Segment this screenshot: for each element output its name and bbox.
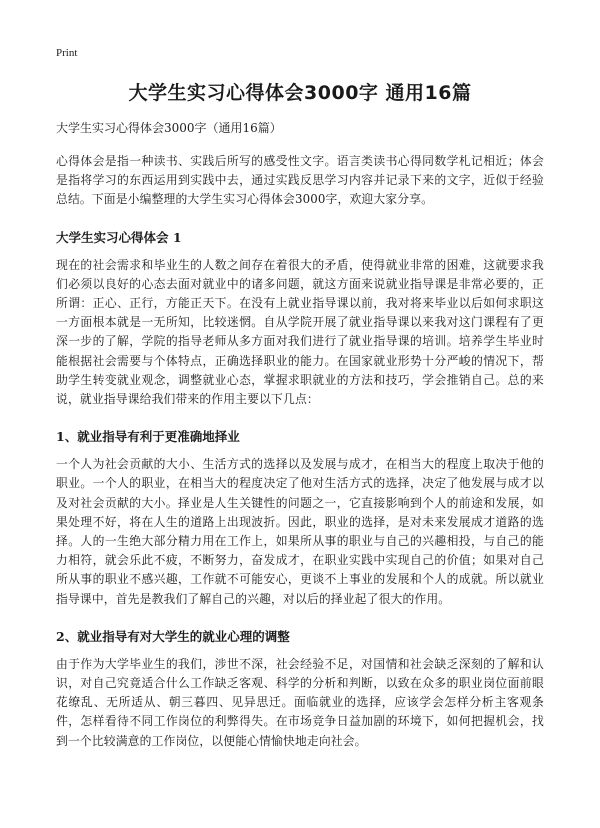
section-body-2: 一个人为社会贡献的大小、生活方式的选择以及发展与成才，在相当大的程度上取决于他的职业。一个人的职业，在相当大的程度决定了他对生活方式的选择，决定了他发展与成才以及对社会贡献的大小。择业是人生关键性的问题之一，它直接影响到个人的前途和发展，如果处理不好，将在人生的道路上出现波折。因此，职业的选择，是对未来发展成才道路的选择。人的一生绝大部分精力用在工作上，如果所从事的职业与自己的兴趣相投，与自己的能力相符，就会乐此不疲，不断努力，奋发成才，在职业实践中实现自己的价值；如果对自己所从事的职业不感兴趣，工作就不可能安心，更谈不上事业的发展和个人的成就。所以就业指导课中，首先是教我们了解自己的兴趣，对以后的择业起了很大的作用。	[56, 457, 544, 606]
section-heading-1: 大学生实习心得体会 1	[56, 229, 182, 245]
document-title: 大学生实习心得体会3000字 通用16篇	[128, 82, 472, 104]
section-body-3: 由于作为大学毕业生的我们，涉世不深，社会经验不足，对国情和社会缺乏深刻的了解和认识，对自己究竟适合什么工作缺乏客观、科学的分析和判断，以致在众多的职业岗位面前眼花缭乱、无所适从、朝三暮四、见异思迁。面临就业的选择，应该学会怎样分析主客观条件，怎样看待不同工作岗位的利弊得失。在市场竞争日益加剧的环境下，如何把握机会，找到一个比较满意的工作岗位，以便能心情愉快地走向社会。	[56, 656, 544, 748]
document-subtitle: 大学生实习心得体会3000字（通用16篇）	[56, 121, 282, 135]
section-heading-3: 2、就业指导有对大学生的就业心理的调整	[56, 628, 290, 644]
section-heading-2: 1、就业指导有利于更准确地择业	[56, 429, 240, 445]
section-body-1: 现在的社会需求和毕业生的人数之间存在着很大的矛盾，使得就业非常的困难，这就要求我们必须以良好的心态去面对就业中的诸多问题，就这方面来说就业指导课是非常必要的，正所谓：正心、正行，方能正天下。在没有上就业指导课以前，我对将来毕业以后如何求职这一方面根本就是一无所知，比较迷惘。自从学院开展了就业指导课以来我对这门课程有了更深一步的了解，学院的指导老师从多方面对我们进行了就业指导课的培训。培养学生毕业时能根据社会需要与个体特点，正确选择职业的能力。在国家就业形势十分严峻的情况下，帮助学生转变就业观念，调整就业心态，掌握求职就业的方法和技巧，学会推销自己。总的来说，就业指导课给我们带来的作用主要以下几点：	[56, 257, 544, 407]
intro-paragraph: 心得体会是指一种读书、实践后所写的感受性文字。语言类读书心得同数学札记相近；体会是指将学习的东西运用到实践中去，通过实践反思学习内容并记录下来的文字，近似于经验总结。下面是小编整理的大学生实习心得体会3000字，欢迎大家分享。	[56, 154, 544, 207]
print-label: Print	[56, 47, 78, 59]
